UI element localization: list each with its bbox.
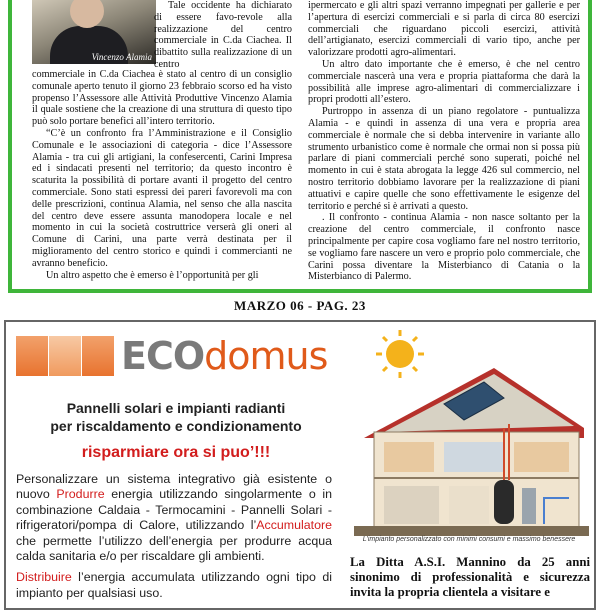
article-column-left — [32, 69, 292, 281]
logo-eco-text: ECO — [121, 334, 205, 378]
ad-body-paragraph: Personalizzare un sistema integrativo già esistente o nuovo Produrre energia utilizzando singolarmente o in combinazione Caldaia - Termocamini - Pannelli Solari - rifrigeratori/pompa di Calore, utilizzando l’Accumulatore che permette l’utilizzo dell’energia per produrre acqua calda sanitaria e/o per riscaldare gli ambienti. — [16, 472, 332, 564]
house-illustration — [344, 328, 594, 538]
ad-body-paragraph: Distribuire l’energia accumulata utilizzando ogni tipo di impianto per qualsiasi uso. — [16, 570, 332, 600]
article-frame — [8, 0, 592, 293]
article-paragraph: “C’è un confronto fra l’Amministrazione e il Consiglio Comunale e le associazioni di categoria - dice l’Assessore Alamia - tra cui gli artigiani, la confesercenti, Carini Impresa ed i sindacati presenti nel territorio; da questo incontro è scaturita la possibilità di portare avanti il progetto del centro commerciale. Sono stati espressi dei pareri favorevoli ma con delle prescrizioni, continua Alamia, nel senso che alla nascita del centro deve essere assunta manodopera locale e nel momento in cui la società costruttrice verserà gli oneri al Comune di Carini, una parte verrà destinata per il miglioramento del centro storico e quindi i commercianti ne avranno beneficio. — [32, 127, 292, 269]
page-label: MARZO 06 - PAG. 23 — [234, 298, 366, 313]
article-paragraph: ipermercato e gli altri spazi verranno impegnati per gallerie e per l’apertura di esercizi commerciali e si parla di circa 80 esercizi commerciali che riguardano piccoli esercizi, attività dell’artigianato, esercizi commerciali di vario tipo, anche per valorizzare prodotti agro-alimentari. — [308, 0, 580, 59]
ad-body — [16, 472, 332, 607]
ecodomus-logo — [16, 334, 327, 378]
ecodomus-ad — [4, 320, 596, 610]
ad-slogan: risparmiare ora si puo’!!! — [81, 444, 271, 461]
ad-title: Pannelli solari e impianti radianti per riscaldamento e condizionamento — [50, 400, 302, 434]
article-paragraph: Un altro aspetto che è emerso è l’opportunità per gli — [46, 269, 259, 281]
photo-caption: Vincenzo Alamia — [91, 52, 152, 62]
article-paragraph: Un altro dato importante che è emerso, è che nel centro commerciale nascerà una vera e propria piattaforma che darà la possibilità alle imprese agro-alimentari di commercializzare i propri prodotti all’estero. — [308, 58, 580, 106]
sun-icon — [376, 330, 424, 378]
assessor-photo — [32, 0, 156, 64]
article-paragraph: . Il confronto - continua Alamia - non nasce soltanto per la creazione del centro commerciale, il confronto nasce principalmente per capire cosa vogliamo fare nel nostro territorio, se vogliamo fare nascere un vero e proprio polo commerciale, che Carini possa diventare la Misterbianco di Catania o la Misterbianco di Palermo. — [308, 212, 580, 283]
article-column-right — [308, 0, 580, 283]
house-caption: L’impianto personalizzato con minimi consumi e massimo benessere — [362, 536, 576, 543]
article-paragraph: Tale occidente ha dichiarato di essere favo-revole alla realizzazione del centro commerciale in C.da Ciachea. Il dibattito sulla realizzazione di un centro — [154, 0, 292, 70]
article-paragraph: commerciale in C.da Ciachea è stato al centro di un consiglio comunale aperto tenuto il giorno 23 febbraio scorso ed ha visto propenso l’Assessore alle Attività Produttive Vincenzo Alamia il quale sostiene che la creazione di una struttura di questo tipo può solo portare benefici all’intero territorio. — [32, 69, 292, 128]
logo-domus-text: domus — [204, 334, 328, 378]
article-paragraph: Purtroppo in assenza di un piano regolatore - puntualizza Alamia - e quindi in assenza di una vera e propria area commerciale è normale che si debba intervenire in variante allo strumento urbanistico come è normale che ormai non si possa più parlare di piani commerciali perché sono superati, poiché nel momento in cui è stata abrogata la legge 426 sul commercio, nel nostro territorio dobbiamo lavorare per la realizzazione di piani attuativi e capire quelle che sono effettivamente le esigenze del territorio e perché si è arrivati a questo. — [308, 106, 580, 212]
ad-company-text: La Ditta A.S.I. Mannino da 25 anni sinonimo di professionalità e sicurezza invita la propria clientela a visitare e — [350, 555, 590, 599]
article-column-left-top — [154, 0, 292, 71]
